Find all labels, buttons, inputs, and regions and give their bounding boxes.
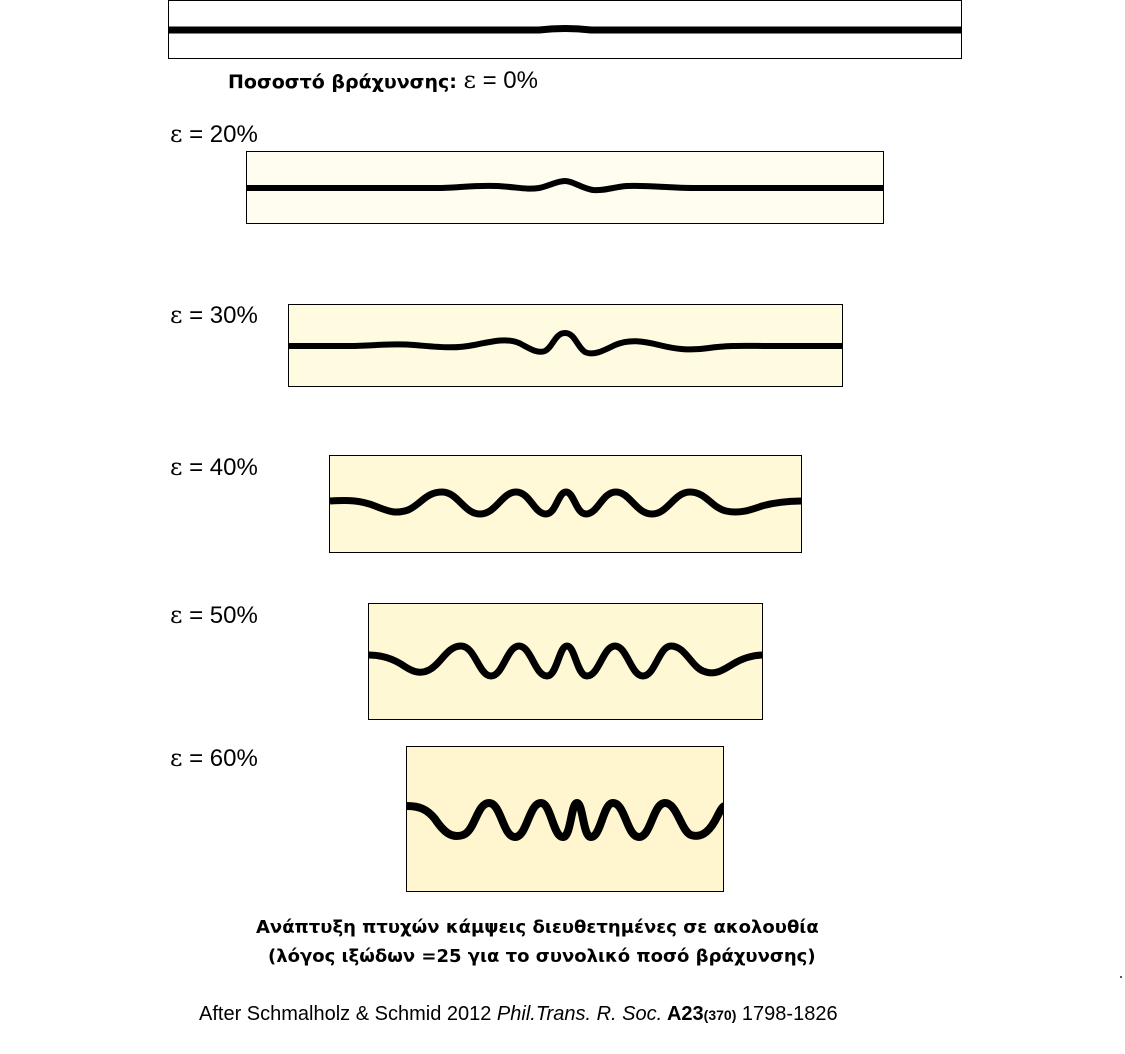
stage-value: = 40% <box>189 454 258 481</box>
panel-strain-40 <box>329 455 802 553</box>
epsilon-symbol: ε <box>170 301 183 329</box>
competent-layer-50 <box>369 646 763 676</box>
caption-line-2: (λόγος ιξώδων =25 για το συνολικό ποσό βράχυνσης) <box>268 946 816 967</box>
stage-value: = 50% <box>189 602 258 629</box>
stage-value: = 60% <box>189 745 258 772</box>
citation-issue: (370) <box>703 1007 737 1023</box>
stage-label-50 <box>170 603 258 628</box>
competent-layer-20 <box>247 181 884 190</box>
competent-layer-40 <box>330 492 802 514</box>
stage-value: = 30% <box>189 302 258 329</box>
epsilon-symbol: ε <box>463 66 476 94</box>
shortening-label: Ποσοστό βράχυνσης: <box>228 71 457 93</box>
layer-strain-40 <box>330 456 802 553</box>
competent-layer-30 <box>289 333 843 353</box>
layer-strain-20 <box>247 152 884 224</box>
citation-series: A23 <box>662 1003 704 1025</box>
epsilon-symbol: ε <box>170 744 183 772</box>
stray-dot <box>1120 976 1122 978</box>
competent-layer-0 <box>169 29 962 31</box>
shortening-header <box>228 68 538 93</box>
stage-label-60 <box>170 746 258 771</box>
competent-layer-60 <box>407 803 724 837</box>
layer-strain-30 <box>289 305 843 387</box>
layer-strain-50 <box>369 604 763 720</box>
panel-strain-50 <box>368 603 763 720</box>
citation-prefix: After Schmalholz & Schmid 2012 <box>199 1003 497 1025</box>
shortening-initial-value: = 0% <box>482 67 538 94</box>
stage-label-40 <box>170 455 258 480</box>
stage-value: = 20% <box>189 121 258 148</box>
layer-strain-0 <box>169 1 962 59</box>
caption-line-1: Ανάπτυξη πτυχών κάμψεις διευθετημένες σε ακολουθία <box>256 917 819 938</box>
citation-pages: 1798-1826 <box>736 1003 838 1025</box>
epsilon-symbol: ε <box>170 601 183 629</box>
epsilon-symbol: ε <box>170 120 183 148</box>
panel-strain-60 <box>406 746 724 892</box>
citation-journal: Phil.Trans. R. Soc. <box>496 1003 663 1025</box>
panel-strain-30 <box>288 304 843 387</box>
panel-strain-20 <box>246 151 884 224</box>
stage-label-20 <box>170 122 258 147</box>
citation <box>199 1004 838 1024</box>
stage-label-30 <box>170 303 258 328</box>
epsilon-symbol: ε <box>170 453 183 481</box>
layer-strain-60 <box>407 747 724 892</box>
panel-strain-0 <box>168 0 962 59</box>
